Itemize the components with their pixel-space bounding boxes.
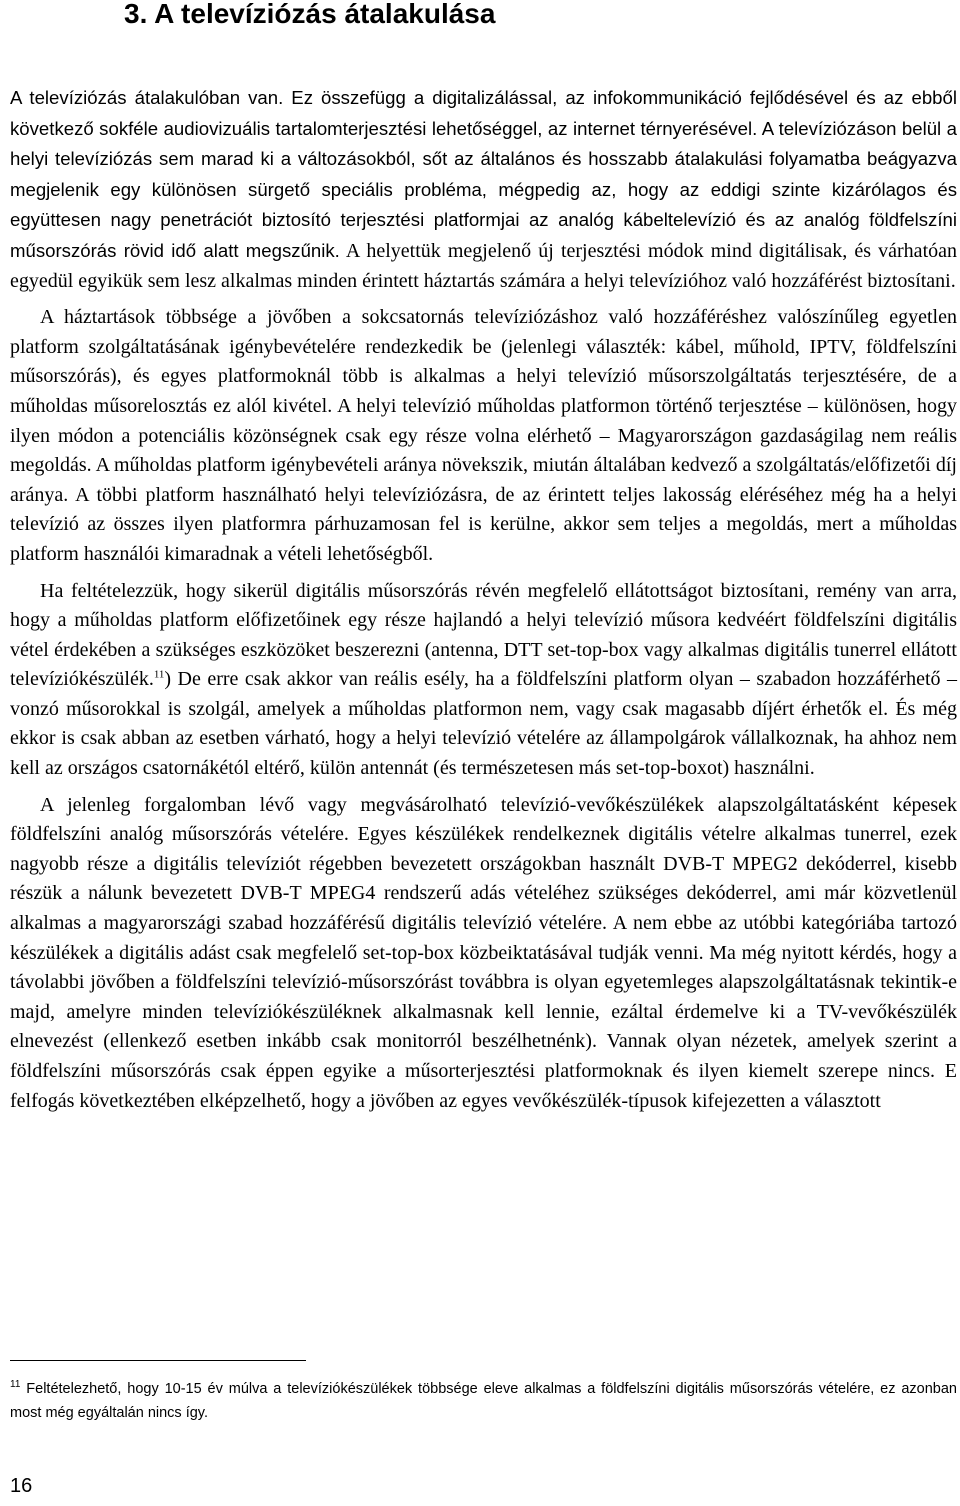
paragraph-4: A jelenleg forgalomban lévő vagy megvásárolható televízió-vevőkészülékek alapszolgáltatásként képesek földfelszíni analóg műsorszórás vételére. Egyes készülékek rendelkeznek digitális vételre alkalmas tunerrel, ezek nagyobb része a digitális televíziót régebben bevezetett országokban használt DVB-T MPEG2 dekóderrel, kisebb részük a nálunk bevezetett DVB-T MPEG4 rendszerű adás vételéhez szükséges dekóderrel, ami már közvetlenül alkalmas a magyarországi szabad hozzáférésű digitális televízió vételére. A nem ebbe az utóbbi kategóriába tartozó készülékek a digitális adást csak megfelelő set-top-box közbeiktatásával tudják venni. Ma még nyitott kérdés, hogy a távolabbi jövőben a földfelszíni televízió-műsorszórást továbbra is olyan egyetemleges alapszolgáltatásnak tekintik-e majd, amelyre minden televíziókészüléknek alkalmasnak kell lennie, ezáltal érdemelve ki a TV-vevőkészülék elnevezést (ellenkező esetben inkább csak monitorról beszélhetnénk). Vannak olyan nézetek, amelyek szerint a földfelszíni műsorszórás csak éppen egyike a műsorterjesztési platformoknak és ilyen kiemelt szerepe nincs. E felfogás következtében elképzelhető, hogy a jövőben az egyes vevőkészülék-típusok kifejezetten a választott xyxy=(10,793,957,1112)
chapter-heading: 3. A televíziózás átalakulása xyxy=(124,0,496,29)
page-number: 16 xyxy=(10,1475,33,1497)
paragraph-1-part-1: A televíziózás átalakulóban van. Ez összefügg a digitalizálással, az infokommunikáció fejlődésével és az ebből következő sokféle audiovizuális tartalomterjesztési lehetőséggel, az internet térnyerésével. xyxy=(10,87,957,139)
paragraph-3-after: ) De erre csak akkor van reális esély, ha a földfelszíni platform olyan – szabadon hozzáférhető – vonzó műsorokkal is szolgál, amelyek a műholdas platformon nem, vagy csak magasabb díjért érhetők el. És még ekkor is csak abban az esetben várható, hogy a helyi televízió vételére az állampolgárok vállalkoznak, ha ahhoz nem kell az országos csatornákétól eltérő, külön antennát (és természetesen más set-top-boxot) használni. xyxy=(10,668,957,780)
footnote-number: 11 xyxy=(10,1379,21,1390)
paragraph-3 xyxy=(10,577,957,784)
footnote xyxy=(10,1377,957,1425)
body-text xyxy=(10,83,957,1123)
footnote-separator xyxy=(10,1360,306,1361)
paragraph-1-part-2: A televíziózáson belül a helyi televíziózás sem marad ki a változásokból, sőt az általános és hosszabb átalakulási folyamatba beágyazva megjelenik egy különösen sürgető speciális probléma, mégpedig az, hogy az eddigi szinte kizárólagos és együttesen nagy penetrációt biztosító terjesztési platformjai az analóg kábeltelevízió és az analóg földfelszíni műsorszórás rövid idő alatt megszűnik. xyxy=(10,117,957,261)
paragraph-2: A háztartások többsége a jövőben a sokcsatornás televíziózáshoz való hozzáféréshez valószínűleg egyetlen platform szolgáltatásának igénybevételére rendezkedik be (jelenlegi választék: kábel, műhold, IPTV, földfelszíni műsorszórás), és egyes platformoknál több is alkalmas a helyi televízió műsorszolgáltatás terjesztésére, de a műholdas műsorelosztás ez alól kivétel. A helyi televízió műholdas platformon történő terjesztése – különösen, hogy ilyen módon a potenciális közönségnek csak egy része volna elérhető – Magyarországon gazdaságilag nem reális megoldás. A műholdas platform igénybevételi aránya növekszik, miután általában kedvező a szolgáltatás/előfizetői díj aránya. A többi platform használható helyi televíziózásra, de az érintett teljes lakosság eléréséhez még ha a helyi televízió az összes ilyen platformra párhuzamosan fel is kerülne, akkor sem teljes a megoldás, mert a műholdas platform használói kimaradnak a vételi lehetőségből. xyxy=(10,306,957,565)
footnote-text: Feltételezhető, hogy 10-15 év múlva a televíziókészülékek többsége eleve alkalmas a földfelszíni digitális műsorszórás vételére, ez azonban most még egyáltalán nincs így. xyxy=(10,1381,957,1421)
footnote-reference[interactable]: 11 xyxy=(153,668,165,681)
paragraph-3-before: Ha feltételezzük, hogy sikerül digitális műsorszórás révén megfelelő ellátottságot biztosítani, remény van arra, hogy a műholdas platform előfizetőinek egy része hajlandó a helyi televízió műsora kedvéért földfelszíni digitális vétel érdekében a szükséges eszközöket beszerezni (antenna, DTT set-top-box vagy alkalmas digitális tunerrel ellátott televíziókészülék. xyxy=(10,579,957,691)
paragraph-1-part-3: A helyettük megjelenő új terjesztési módok mind digitálisak, és várhatóan egyedül egyikük sem lesz alkalmas minden érintett háztartás számára a helyi televízióhoz való hozzáférést biztosítani. xyxy=(10,239,957,292)
paragraph-1 xyxy=(10,83,957,296)
